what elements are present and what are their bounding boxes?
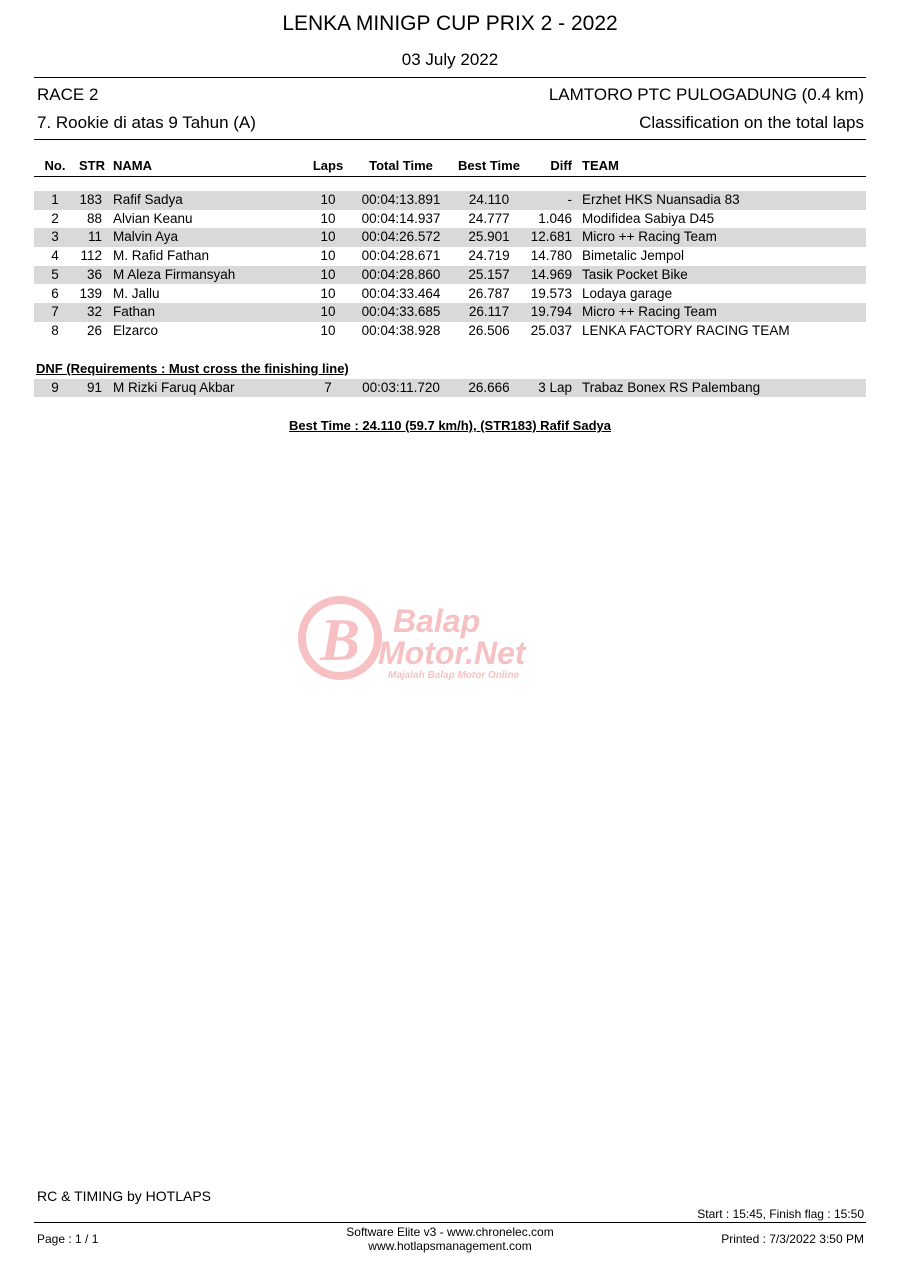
cell-team: Tasik Pocket Bike [582,266,688,282]
table-row [34,285,866,304]
divider [34,77,866,78]
cell-str: 26 [86,322,102,338]
cell-best-time: 24.777 [468,210,510,226]
column-header-best-time: Best Time [458,158,520,173]
cell-no: 9 [51,379,59,395]
cell-best-time: 25.157 [468,266,510,282]
cell-no: 7 [51,304,59,320]
cell-diff: - [567,192,572,207]
cell-diff: 14.969 [530,266,572,282]
cell-name: Malvin Aya [113,229,179,245]
cell-str: 139 [79,285,102,301]
cell-total-time: 00:04:13.891 [361,192,441,207]
cell-laps: 7 [324,379,332,395]
balapmotor-watermark-logo [298,592,603,684]
cell-no: 2 [51,210,59,226]
cell-name: M Aleza Firmansyah [113,266,236,282]
cell-diff: 1.046 [538,210,572,226]
cell-diff: 19.794 [530,304,572,320]
cell-no: 8 [51,322,59,338]
cell-laps: 10 [320,266,336,282]
cell-str: 91 [86,379,102,395]
software-credit: Software Elite v3 - www.chronelec.com [346,1225,554,1239]
table-row [34,210,866,229]
table-row [34,228,866,247]
cell-no: 5 [51,266,59,282]
cell-total-time: 00:04:28.860 [361,266,441,282]
column-header-nama: NAMA [113,158,152,173]
cell-team: Bimetalic Jempol [582,248,685,264]
cell-name: Elzarco [113,322,159,338]
page-title: LENKA MINIGP CUP PRIX 2 - 2022 [282,12,618,35]
watermark-tagline: Majalah Balap Motor Online [388,670,520,681]
table-row [34,266,866,285]
cell-best-time: 26.787 [468,285,510,301]
event-date: 03 July 2022 [401,50,499,69]
cell-laps: 10 [320,192,336,207]
cell-no: 6 [51,285,59,301]
cell-team: Erzhet HKS Nuansadia 83 [582,192,740,207]
cell-total-time: 00:04:33.464 [361,285,441,301]
table-row [34,303,866,322]
cell-team: LENKA FACTORY RACING TEAM [582,322,790,338]
classification-label: Classification on the total laps [639,113,864,132]
cell-total-time: 00:04:33.685 [361,304,441,320]
printed-timestamp: Printed : 7/3/2022 3:50 PM [721,1232,864,1246]
cell-total-time: 00:04:28.671 [361,248,441,264]
divider [34,139,866,140]
column-header-total-time: Total Time [369,158,433,173]
table-row [34,191,866,210]
cell-diff: 19.573 [530,285,572,301]
column-header-str: STR [79,158,105,173]
cell-best-time: 24.719 [468,248,510,264]
cell-diff: 12.681 [530,229,572,245]
svg-text:B: B [319,607,361,673]
cell-no: 3 [51,229,59,245]
page-number: Page : 1 / 1 [37,1232,99,1246]
cell-laps: 10 [320,304,336,320]
cell-diff: 14.780 [530,248,572,264]
start-finish-times: Start : 15:45, Finish flag : 15:50 [697,1207,864,1221]
table-row [34,247,866,266]
table-row [34,379,866,398]
cell-str: 88 [86,210,102,226]
cell-str: 183 [79,192,102,207]
cell-best-time: 24.110 [468,192,510,207]
column-header-no: No. [44,158,66,173]
column-header-diff: Diff [550,158,572,173]
cell-team: Trabaz Bonex RS Palembang [582,379,761,395]
cell-diff: 3 Lap [538,379,572,395]
cell-name: Alvian Keanu [113,210,193,226]
cell-name: M. Rafid Fathan [113,248,210,264]
cell-team: Modifidea Sabiya D45 [582,210,715,226]
cell-name: M Rizki Faruq Akbar [113,379,235,395]
cell-no: 1 [51,192,59,207]
cell-team: Micro ++ Racing Team [582,304,717,320]
cell-diff: 25.037 [530,322,572,338]
best-time-summary: Best Time : 24.110 (59.7 km/h), (STR183) Rafif Sadya [288,418,611,433]
cell-total-time: 00:04:14.937 [361,210,441,226]
cell-laps: 10 [320,210,336,226]
cell-laps: 10 [320,322,336,338]
column-header-laps: Laps [312,158,344,173]
cell-team: Micro ++ Racing Team [582,229,717,245]
column-header-team: TEAM [582,158,619,173]
cell-total-time: 00:04:38.928 [361,322,441,338]
cell-name: Fathan [113,304,156,320]
cell-str: 32 [86,304,102,320]
cell-best-time: 26.117 [468,304,510,320]
cell-str: 36 [86,266,102,282]
divider [34,176,866,177]
cell-best-time: 26.666 [468,379,510,395]
track-label: LAMTORO PTC PULOGADUNG (0.4 km) [548,85,864,104]
watermark-line2: Motor.Net [378,635,526,671]
cell-str: 112 [80,248,102,264]
divider [34,1222,866,1223]
timing-credit: RC & TIMING by HOTLAPS [37,1188,211,1204]
cell-name: M. Jallu [113,285,160,301]
cell-laps: 10 [320,229,336,245]
cell-best-time: 26.506 [468,322,510,338]
watermark-line1: Balap [393,603,481,639]
cell-laps: 10 [320,248,336,264]
cell-name: Rafif Sadya [113,192,183,207]
cell-no: 4 [51,248,59,264]
website-credit: www.hotlapsmanagement.com [368,1239,532,1253]
cell-total-time: 00:03:11.720 [362,379,440,395]
dnf-section-title: DNF (Requirements : Must cross the finishing line) [36,361,349,376]
cell-team: Lodaya garage [582,285,673,301]
cell-laps: 10 [320,285,336,301]
cell-total-time: 00:04:26.572 [361,229,441,245]
table-row [34,322,866,341]
race-label: RACE 2 [37,85,99,104]
cell-str: 11 [87,229,102,245]
cell-best-time: 25.901 [468,229,510,245]
category-label: 7. Rookie di atas 9 Tahun (A) [37,113,256,132]
